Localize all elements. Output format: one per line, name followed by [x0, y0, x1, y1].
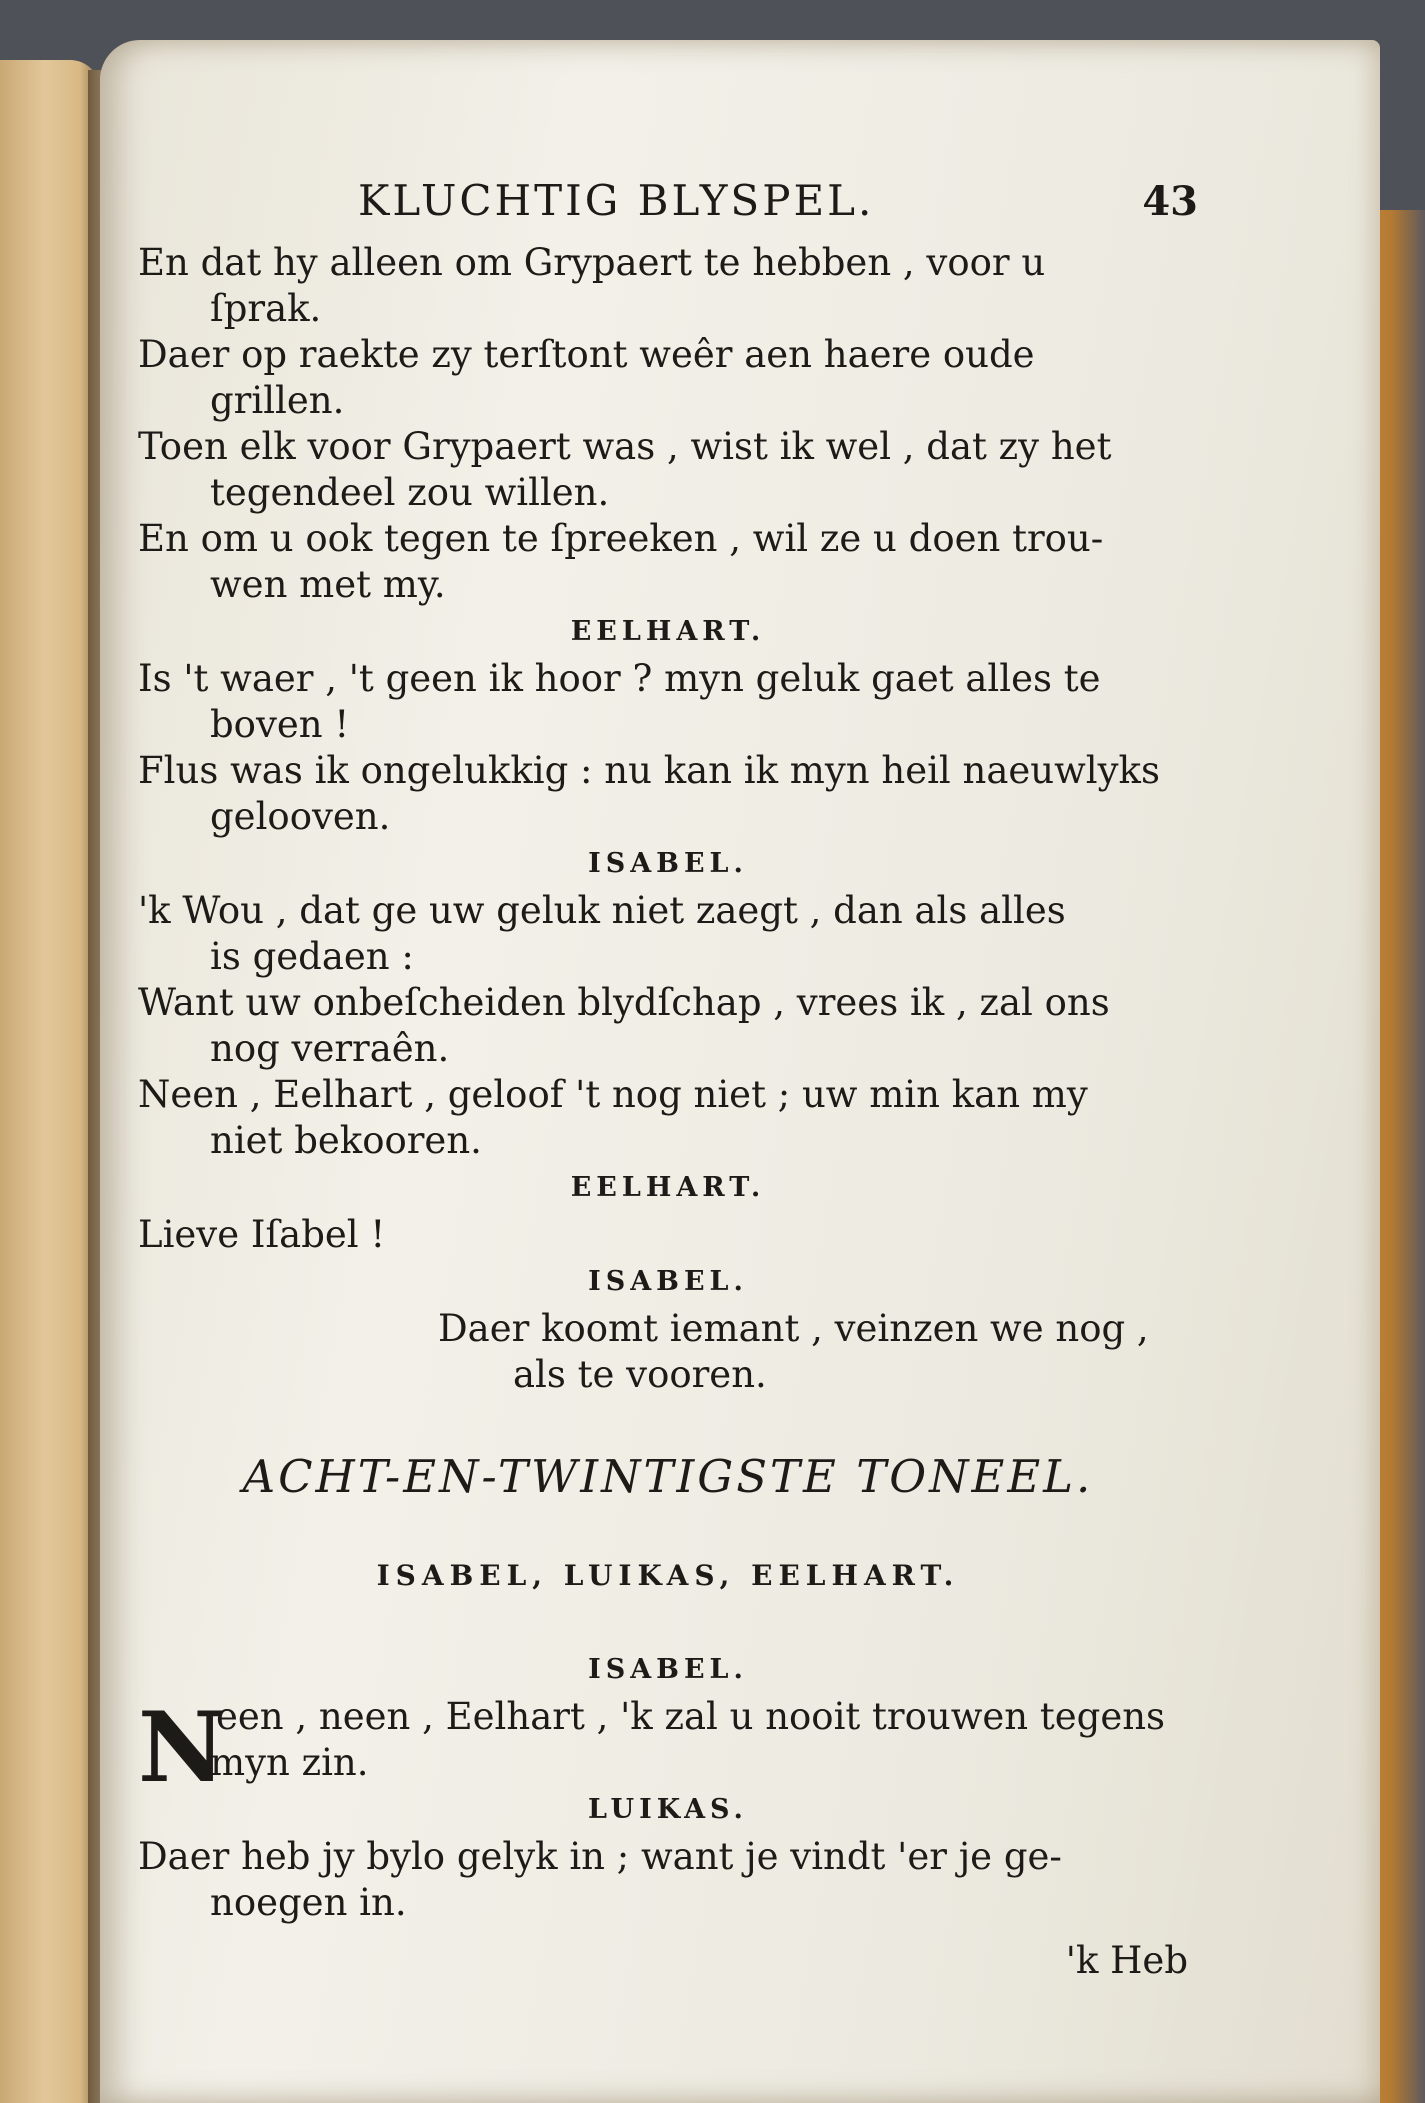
dialogue: [138, 240, 1198, 1986]
text-line: 'k Wou , dat ge uw geluk niet zaegt , dan als alles: [138, 889, 1066, 932]
text-line: gelooven.: [210, 795, 391, 838]
left-page-edge: [0, 60, 100, 2103]
running-title: KLUCHTIG BLYSPEL.: [358, 176, 875, 225]
speaker-name: EELHART.: [570, 616, 766, 647]
text-line: myn zin.: [210, 1741, 369, 1784]
text-line: Is 't waer , 't geen ik hoor ? myn geluk gaet alles te: [138, 657, 1101, 700]
speaker-name: ISABEL.: [588, 1266, 748, 1297]
text-line: Toen elk voor Grypaert was , wist ik wel , dat zy het: [138, 425, 1112, 468]
running-head: [138, 170, 1198, 230]
text-line: En om u ook tegen te ſpreeken , wil ze u doen trou-: [138, 517, 1104, 560]
text-line: Flus was ik ongelukkig : nu kan ik myn heil naeuwlyks: [138, 749, 1160, 792]
scene-heading: ACHT-EN-TWINTIGSTE TONEEL.: [242, 1450, 1094, 1503]
text-line: ſprak.: [210, 287, 322, 330]
catchword: 'k Heb: [1065, 1939, 1188, 1982]
speaker-name: ISABEL.: [588, 848, 748, 879]
text-line: wen met my.: [210, 563, 446, 606]
speaker-name: ISABEL.: [588, 1654, 748, 1685]
text-line: Lieve Iſabel !: [138, 1213, 386, 1256]
text-line: Daer koomt iemant , veinzen we nog ,: [438, 1307, 1149, 1350]
text-line: Daer op raekte zy terſtont weêr aen haere oude: [138, 333, 1035, 376]
speaker-name: EELHART.: [570, 1172, 766, 1203]
text-line-content: een , neen , Eelhart , 'k zal u nooit trouwen tegens: [216, 1695, 1166, 1738]
text-line: tegendeel zou willen.: [210, 471, 610, 514]
drop-cap: N: [138, 1691, 226, 1804]
text-line: Want uw onbeſcheiden blydſchap , vrees ik , zal ons: [138, 981, 1110, 1024]
text-line: noegen in.: [210, 1881, 407, 1924]
text-line: boven !: [210, 703, 350, 746]
text-line: Daer heb jy bylo gelyk in ; want je vindt 'er je ge-: [138, 1835, 1062, 1878]
text-line: grillen.: [210, 379, 345, 422]
text-line: als te vooren.: [513, 1353, 767, 1396]
speaker-name: LUIKAS.: [588, 1794, 748, 1825]
text-line: En dat hy alleen om Grypaert te hebben , voor u: [138, 241, 1046, 284]
text-line: is gedaen :: [210, 935, 414, 978]
page-number: 43: [1142, 178, 1198, 225]
scene-cast: ISABEL, LUIKAS, EELHART.: [376, 1559, 960, 1592]
text-line: Neen , Eelhart , geloof 't nog niet ; uw min kan my: [138, 1073, 1088, 1116]
text-line: niet bekooren.: [210, 1119, 482, 1162]
text-line: nog verraên.: [210, 1027, 450, 1070]
spacer: [138, 1606, 1198, 1646]
